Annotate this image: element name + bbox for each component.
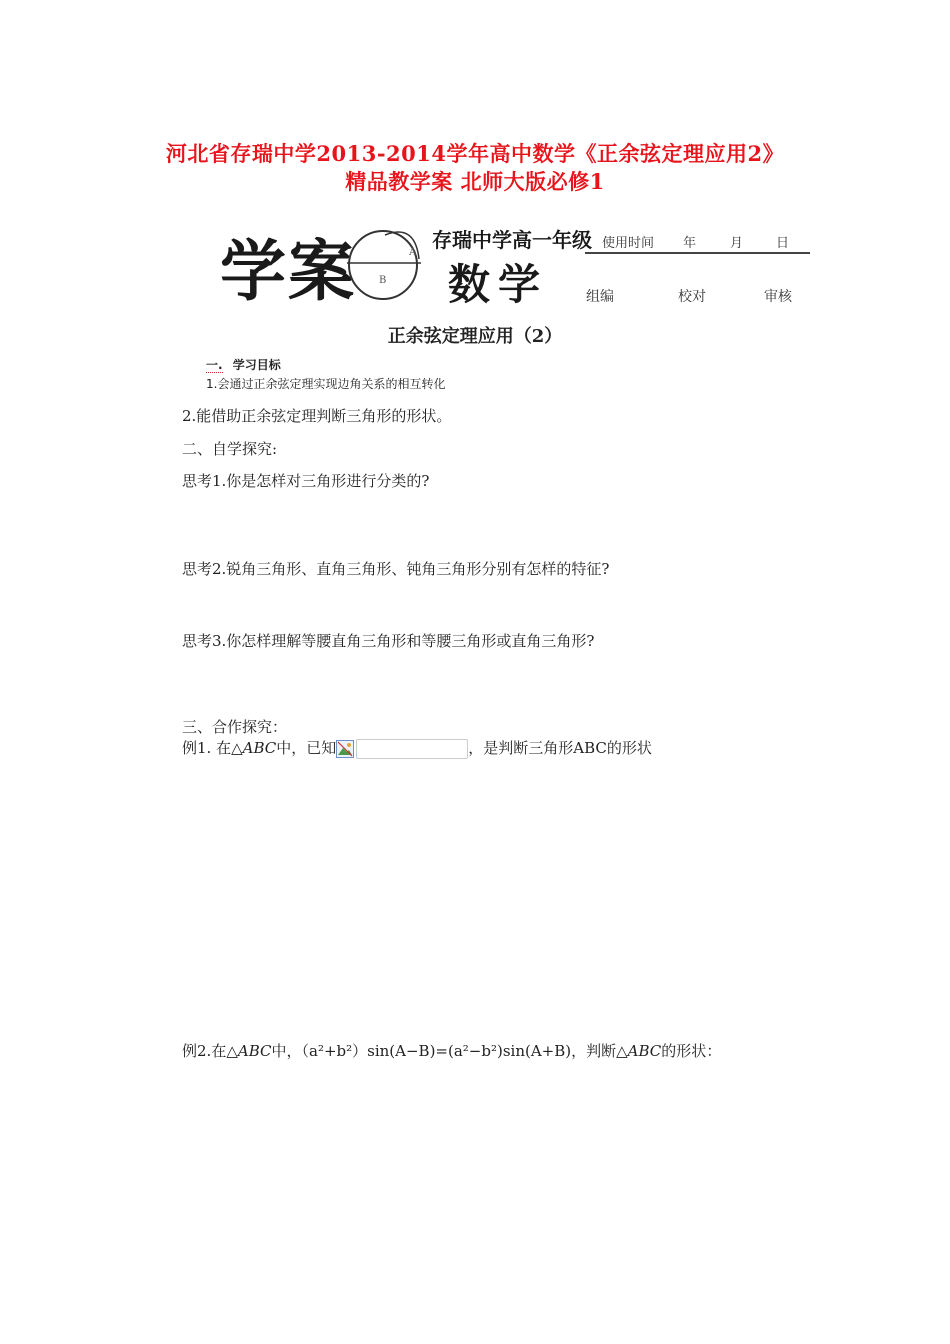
example-2-suffix: 的形状 — [661, 1042, 707, 1060]
example-2-formula: a²+b²）sin(A−B)=(a²−b²)sin(A+B) — [309, 1042, 572, 1060]
example-2-abc2: ABC — [627, 1042, 662, 1060]
document-title-line1: 河北省存瑞中学2013-2014学年高中数学《正余弦定理应用2》 — [165, 141, 785, 166]
document-title-line2: 精品教学案 北师大版必修1 — [345, 169, 605, 194]
banner-xuean: 学案 — [220, 233, 356, 310]
example-1 — [182, 737, 652, 759]
year-label: 年 — [683, 236, 697, 251]
example-2-tail: ： — [706, 1042, 722, 1060]
example-2-mid: 中，（ — [271, 1042, 309, 1060]
cooperative-heading: 三、合作探究： — [182, 718, 288, 736]
goals-heading — [206, 356, 281, 373]
think-question-1: 思考1.你是怎样对三角形进行分类的? — [182, 472, 430, 490]
day-label: 日 — [776, 236, 790, 251]
example-1-mid: 中，已知 — [276, 739, 337, 757]
think-question-2: 思考2.锐角三角形、直角三角形、钝角三角形分别有怎样的特征? — [182, 560, 610, 578]
section-title: 正余弦定理应用（2） — [387, 326, 563, 347]
example-1-prefix: 例1. 在△ — [182, 739, 243, 757]
compile-label: 组编 — [586, 289, 614, 305]
banner-shuxue: 数学 — [448, 260, 549, 309]
example-1-suffix: ，是判断三角形ABC的形状 — [468, 739, 652, 757]
goals-heading-text: 学习目标 — [232, 358, 281, 372]
use-time-label: 使用时间 — [602, 236, 655, 251]
example-1-abc: ABC — [242, 739, 277, 757]
think-question-3: 思考3.你怎样理解等腰直角三角形和等腰三角形或直角三角形? — [182, 632, 595, 650]
example-2-abc: ABC — [237, 1042, 272, 1060]
proofread-label: 校对 — [678, 289, 706, 305]
goal-item-1: 1.会通过正余弦定理实现边角关系的相互转化 — [206, 377, 446, 391]
goal-item-2: 2.能借助正余弦定理判断三角形的形状。 — [182, 407, 452, 425]
example-2-in: 在△ — [211, 1042, 238, 1060]
example-2-comma: ，判断△ — [571, 1042, 628, 1060]
school-grade-label: 存瑞中学高一年级 — [432, 228, 592, 252]
month-label: 月 — [730, 236, 744, 251]
arc-label-b: B — [379, 275, 387, 286]
goals-heading-number: 一. — [206, 358, 223, 372]
formula-placeholder-box — [356, 739, 468, 759]
arc-logo-icon — [345, 225, 430, 305]
header-rule — [585, 252, 810, 254]
broken-image-icon — [336, 740, 354, 758]
review-label: 审核 — [764, 289, 792, 305]
self-study-heading: 二、自学探究: — [182, 440, 278, 458]
example-2-prefix: 例2. — [182, 1042, 212, 1060]
arc-label-a: A — [409, 247, 417, 258]
example-2 — [182, 1040, 721, 1061]
